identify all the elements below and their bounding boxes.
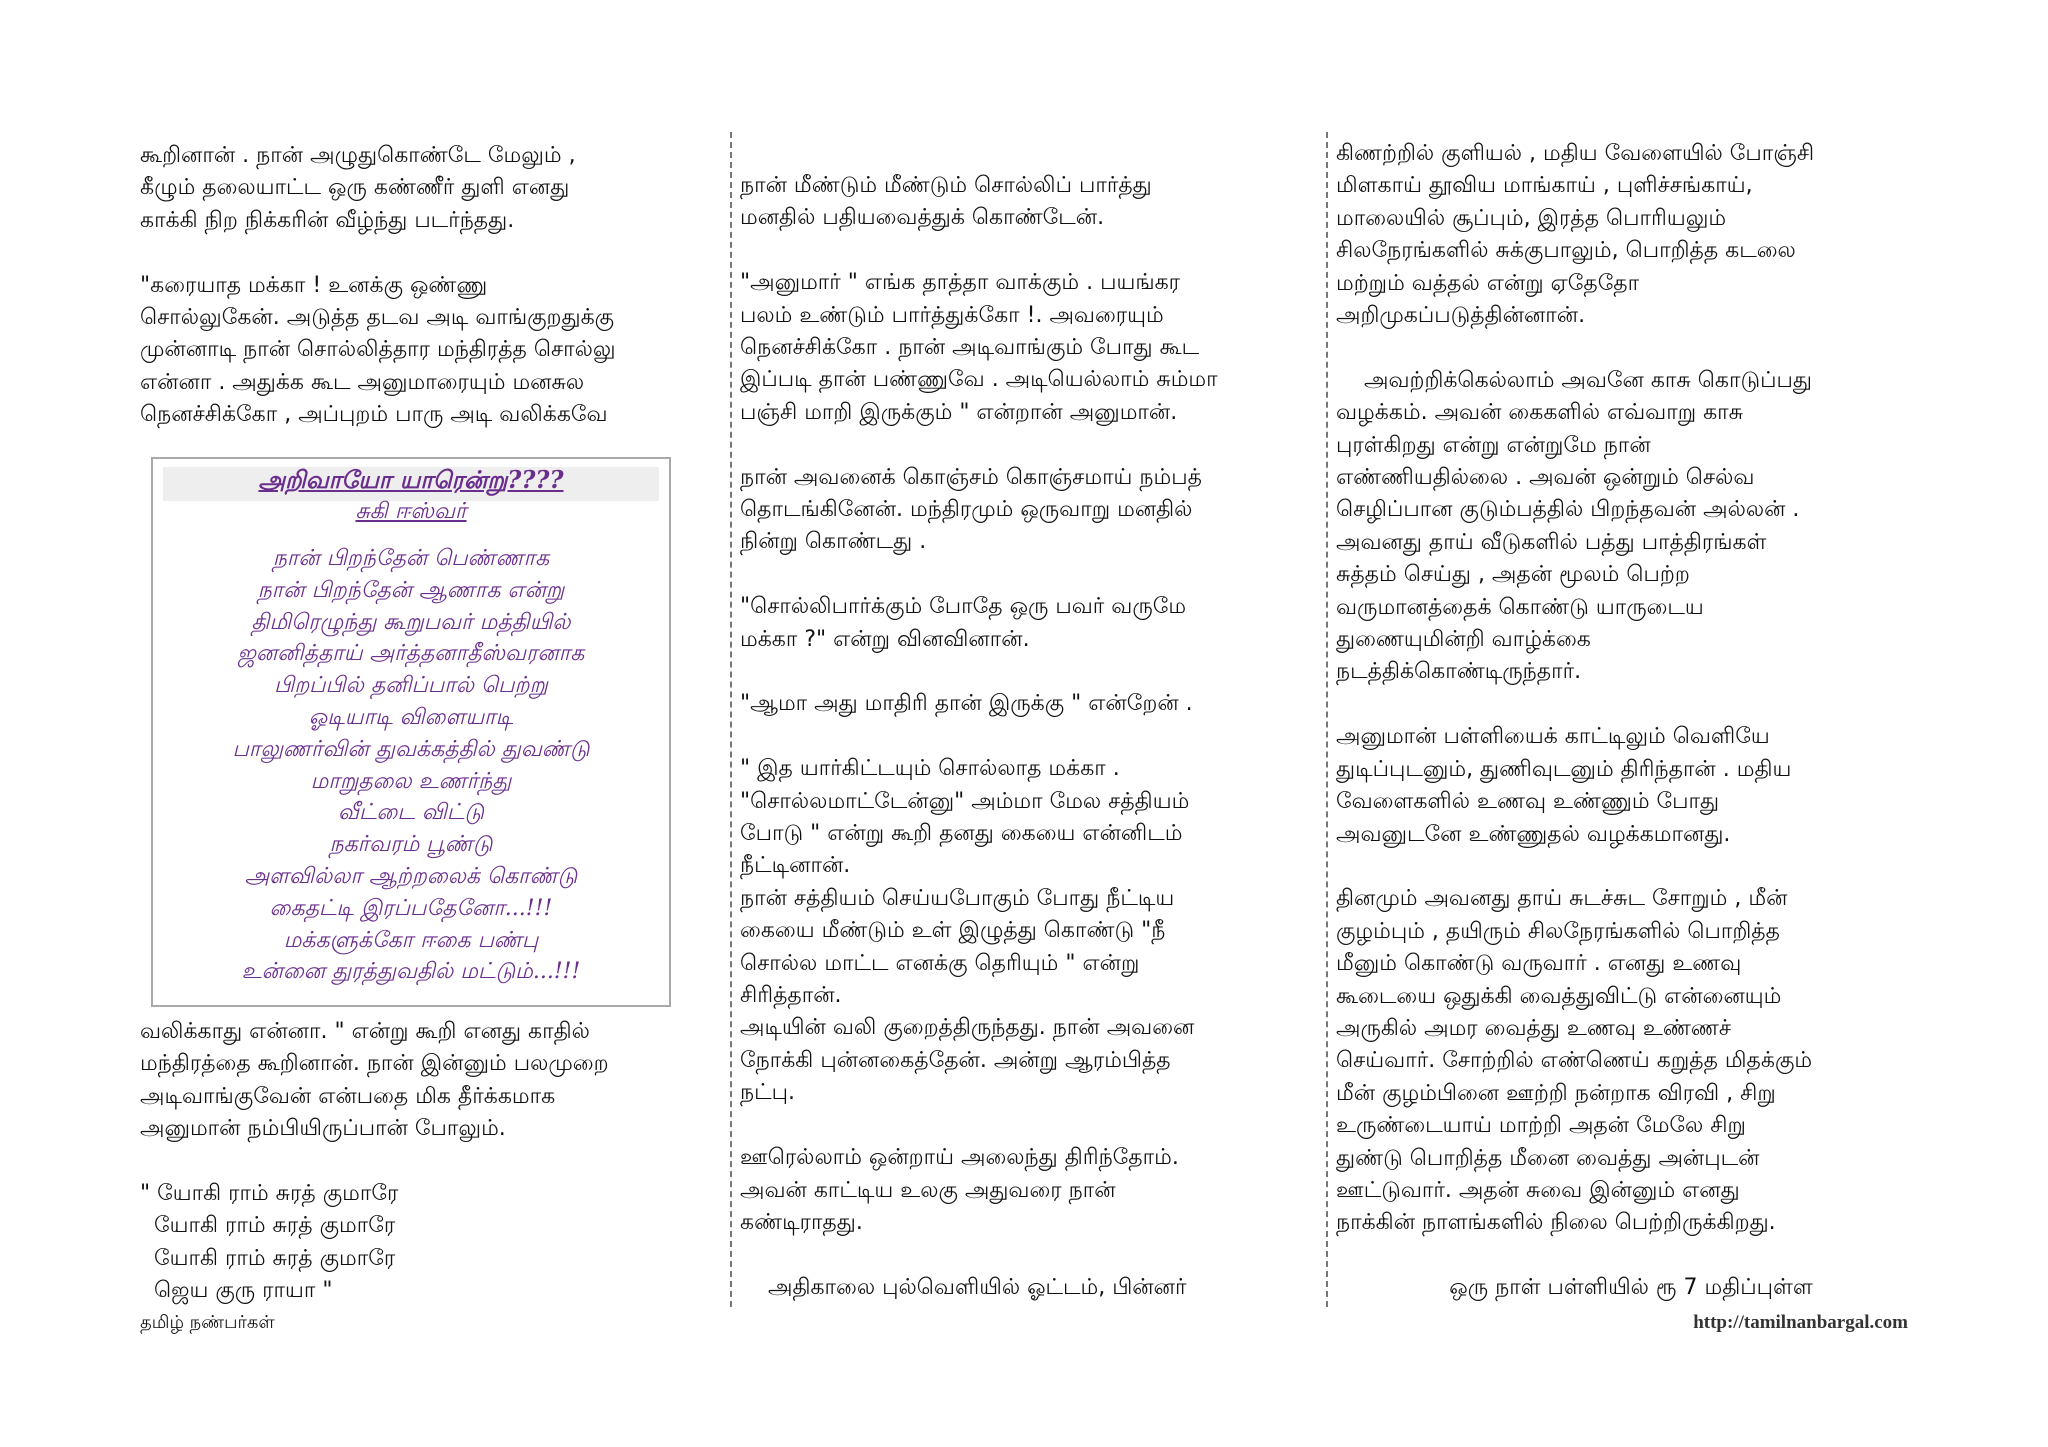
poem-line: மக்களுக்கோ ஈகை பண்பு [283,927,539,953]
text-line: நட்பு. [740,1080,795,1106]
poem-line: ஜனனித்தாய் அர்த்தனாதீஸ்வரனாக [237,641,585,667]
text-line: வேளைகளில் உணவு உண்ணும் போது [1336,789,1720,815]
poem-line: பாலுணர்வின் துவக்கத்தில் துவண்டு [232,736,590,762]
text-line: கையை மீண்டும் உள் இழுத்து கொண்டு "நீ [740,918,1166,944]
text-line: பஞ்சி மாறி இருக்கும் " என்றான் அனுமான். [740,399,1178,425]
text-line: அவன் காட்டிய உலகு அதுவரை நான் [740,1177,1116,1203]
poem-line: நான் பிறந்தேன் பெண்ணாக [272,546,550,571]
text-line: செய்வார். சோற்றில் எண்ணெய் கறுத்த மிதக்கும் [1336,1048,1813,1074]
column-2 [740,170,1300,1304]
footer-site-name: தமிழ் நண்பர்கள் [140,1312,275,1333]
text-line: என்னா . அதுக்க கூட அனுமாரையும் மனசுல [140,369,585,395]
text-line: துடிப்புடனும், துணிவுடனும் திரிந்தான் . மதிய [1336,756,1792,782]
text-line: மீன் குழம்பினை ஊற்றி நன்றாக விரவி , சிறு [1336,1080,1776,1106]
text-line: நீட்டினான். [740,853,851,879]
text-line: "சொல்லிபார்க்கும் போதே ஒரு பவர் வருமே [740,594,1187,620]
text-line: சொல்ல மாட்ட எனக்கு தெரியும் " என்று [740,950,1140,976]
text-line: நான் மீண்டும் மீண்டும் சொல்லிப் பார்த்து [740,173,1152,198]
footer-url: http://tamilnanbargal.com [1693,1312,1908,1333]
poem-line: நகர்வரம் பூண்டு [329,832,493,858]
poem-title: அறிவாயோ யாரென்று???? [258,465,564,494]
text-line: நெனச்சிக்கோ , அப்புறம் பாரு அடி வலிக்கவே [140,402,608,428]
text-line: சிலநேரங்களில் சுக்குபாலும், பொறித்த கடலை [1336,238,1796,264]
text-line: மந்திரத்தை கூறினான். நான் இன்னும் பலமுறை [140,1051,609,1077]
text-line: அவனது தாய் வீடுகளில் பத்து பாத்திரங்கள் [1336,529,1767,555]
text-line: அதிகாலை புல்வெளியில் ஓட்டம், பின்னர் [768,1274,1187,1300]
text-line: மிளகாய் தூவிய மாங்காய் , புளிச்சங்காய், [1336,173,1753,199]
text-line: தொடங்கினேன். மந்திரமும் ஒருவாறு மனதில் [740,497,1193,523]
poem-line: திமிரெழுந்து கூறுபவர் மத்தியில் [251,609,571,635]
text-line: தினமும் அவனது தாய் சுடச்சுட சோறும் , மீன் [1336,886,1788,912]
text-line: அடியின் வலி குறைத்திருந்தது. நான் அவனை [740,1015,1195,1041]
poem-author: சுகி ஈஸ்வர் [355,499,467,524]
text-line: "ஆமா அது மாதிரி தான் இருக்கு " என்றேன் . [740,691,1193,717]
poem-line: கைதட்டி இரப்பதேனோ...!!! [269,895,553,921]
column-1 [140,140,710,432]
text-line: "அனுமார் " எங்க தாத்தா வாக்கும் . பயங்கர [740,270,1181,296]
text-line: குழம்பும் , தயிரும் சிலநேரங்களில் பொறித்த [1336,918,1780,944]
text-line: மற்றும் வத்தல் என்று ஏதேதோ [1336,270,1640,296]
poem-line: அளவில்லா ஆற்றலைக் கொண்டு [244,863,578,889]
text-line: சிரித்தான். [740,983,842,1009]
text-line: முன்னாடி நான் சொல்லித்தார மந்திரத்த சொல்லு [140,337,616,363]
text-line: நாக்கின் நாளங்களில் நிலை பெற்றிருக்கிறது. [1336,1210,1776,1236]
poem-lines [153,543,669,988]
text-line: ஒரு நாள் பள்ளியில் ரூ 7 மதிப்புள்ள [1449,1275,1813,1301]
column-3 [1336,138,1926,1305]
text-line: மீனும் கொண்டு வருவார் . எனது உணவு [1336,951,1742,977]
text-line: காக்கி நிற நிக்கரின் வீழ்ந்து படர்ந்தது. [140,207,515,233]
text-line: கூடையை ஒதுக்கி வைத்துவிட்டு என்னையும் [1336,983,1782,1009]
poem-line: மாறுதலை உணர்ந்து [310,768,512,794]
mantra-line: " யோகி ராம் சுரத் குமாரே [140,1181,399,1207]
text-line: " இத யார்கிட்டயும் சொல்லாத மக்கா . [740,756,1120,782]
text-line: அனுமான் நம்பியிருப்பான் போலும். [140,1116,506,1142]
text-line: "சொல்லமாட்டேன்னு" அம்மா மேல சத்தியம் [740,788,1190,814]
column-divider-left [730,132,732,1307]
text-line: துணையுமின்றி வாழ்க்கை [1336,627,1591,653]
poem-box [151,457,671,1007]
text-line: உருண்டையாய் மாற்றி அதன் மேலே சிறு [1336,1113,1746,1139]
text-line: அவற்றிக்கெல்லாம் அவனே காசு கொடுப்பது [1364,367,1812,393]
text-line: மாலையில் சூப்பும், இரத்த பொரியலும் [1336,205,1727,231]
text-line: கீழும் தலையாட்ட ஒரு கண்ணீர் துளி எனது [140,175,570,201]
text-line: சுத்தம் செய்து , அதன் மூலம் பெற்ற [1336,562,1690,588]
text-line: பலம் உண்டும் பார்த்துக்கோ !. அவரையும் [740,302,1164,328]
text-line: நின்று கொண்டது . [740,529,927,555]
text-line: இப்படி தான் பண்ணுவே . அடியெல்லாம் சும்மா [740,367,1218,393]
text-line: கண்டிராதது. [740,1209,863,1235]
poem-line: ஓடியாடி விளையாடி [308,704,514,730]
text-line: சொல்லுகேன். அடுத்த தடவ அடி வாங்குறதுக்கு [140,305,615,331]
text-line: வழக்கம். அவன் கைகளில் எவ்வாறு காசு [1336,400,1744,426]
text-line: ஊரெல்லாம் ஒன்றாய் அலைந்து திரிந்தோம். [740,1145,1179,1171]
text-line: அனுமான் பள்ளியைக் காட்டிலும் வெளியே [1336,724,1770,750]
poem-line: உன்னை துரத்துவதில் மட்டும்...!!! [241,959,581,985]
text-line: புரள்கிறது என்று என்றுமே நான் [1336,432,1651,458]
text-line: கிணற்றில் குளியல் , மதிய வேளையில் போஞ்சி [1336,141,1815,166]
column-1-continued [140,1016,710,1308]
mantra-line: யோகி ராம் சுரத் குமாரே [154,1245,396,1271]
text-line: வருமானத்தைக் கொண்டு யாருடைய [1336,594,1704,620]
text-line: எண்ணியதில்லை . அவன் ஒன்றும் செல்வ [1336,465,1755,491]
poem-line: நான் பிறந்தேன் ஆணாக என்று [257,577,565,603]
text-line: "கரையாத மக்கா ! உனக்கு ஒண்ணு [140,272,488,298]
text-line: வலிக்காது என்னா. " என்று கூறி எனது காதில் [140,1019,590,1044]
text-line: கூறினான் . நான் அழுதுகொண்டே மேலும் , [140,143,576,168]
mantra-line: ஜெய குரு ராயா " [154,1278,333,1304]
text-line: மக்கா ?" என்று வினவினான். [740,626,1030,652]
text-line: செழிப்பான குடும்பத்தில் பிறந்தவன் அல்லன் . [1336,497,1800,523]
text-line: மனதில் பதியவைத்துக் கொண்டேன். [740,205,1105,231]
poem-line: வீட்டை விட்டு [337,800,485,826]
text-line: துண்டு பொறித்த மீனை வைத்து அன்புடன் [1336,1145,1760,1171]
text-line: நெனச்சிக்கோ . நான் அடிவாங்கும் போது கூட [740,335,1200,361]
poem-line: பிறப்பில் தனிப்பால் பெற்று [274,673,548,699]
text-line: அருகில் அமர வைத்து உணவு உண்ணச் [1336,1015,1732,1041]
text-line: அடிவாங்குவேன் என்பதை மிக தீர்க்கமாக [140,1083,556,1109]
column-divider-right [1326,132,1328,1307]
text-line: போடு " என்று கூறி தனது கையை என்னிடம் [740,821,1183,847]
text-line: நான் அவனைக் கொஞ்சம் கொஞ்சமாய் நம்பத் [740,464,1202,490]
text-line: ஊட்டுவார். அதன் சுவை இன்னும் எனது [1336,1177,1740,1203]
mantra-line: யோகி ராம் சுரத் குமாரே [154,1213,396,1239]
text-line: நான் சத்தியம் செய்யபோகும் போது நீட்டிய [740,885,1175,911]
text-line: நடத்திக்கொண்டிருந்தார். [1336,659,1582,685]
text-line: அறிமுகப்படுத்தின்னான். [1336,303,1586,329]
text-line: நோக்கி புன்னகைத்தேன். அன்று ஆரம்பித்த [740,1047,1171,1073]
text-line: அவனுடனே உண்ணுதல் வழக்கமானது. [1336,821,1731,847]
